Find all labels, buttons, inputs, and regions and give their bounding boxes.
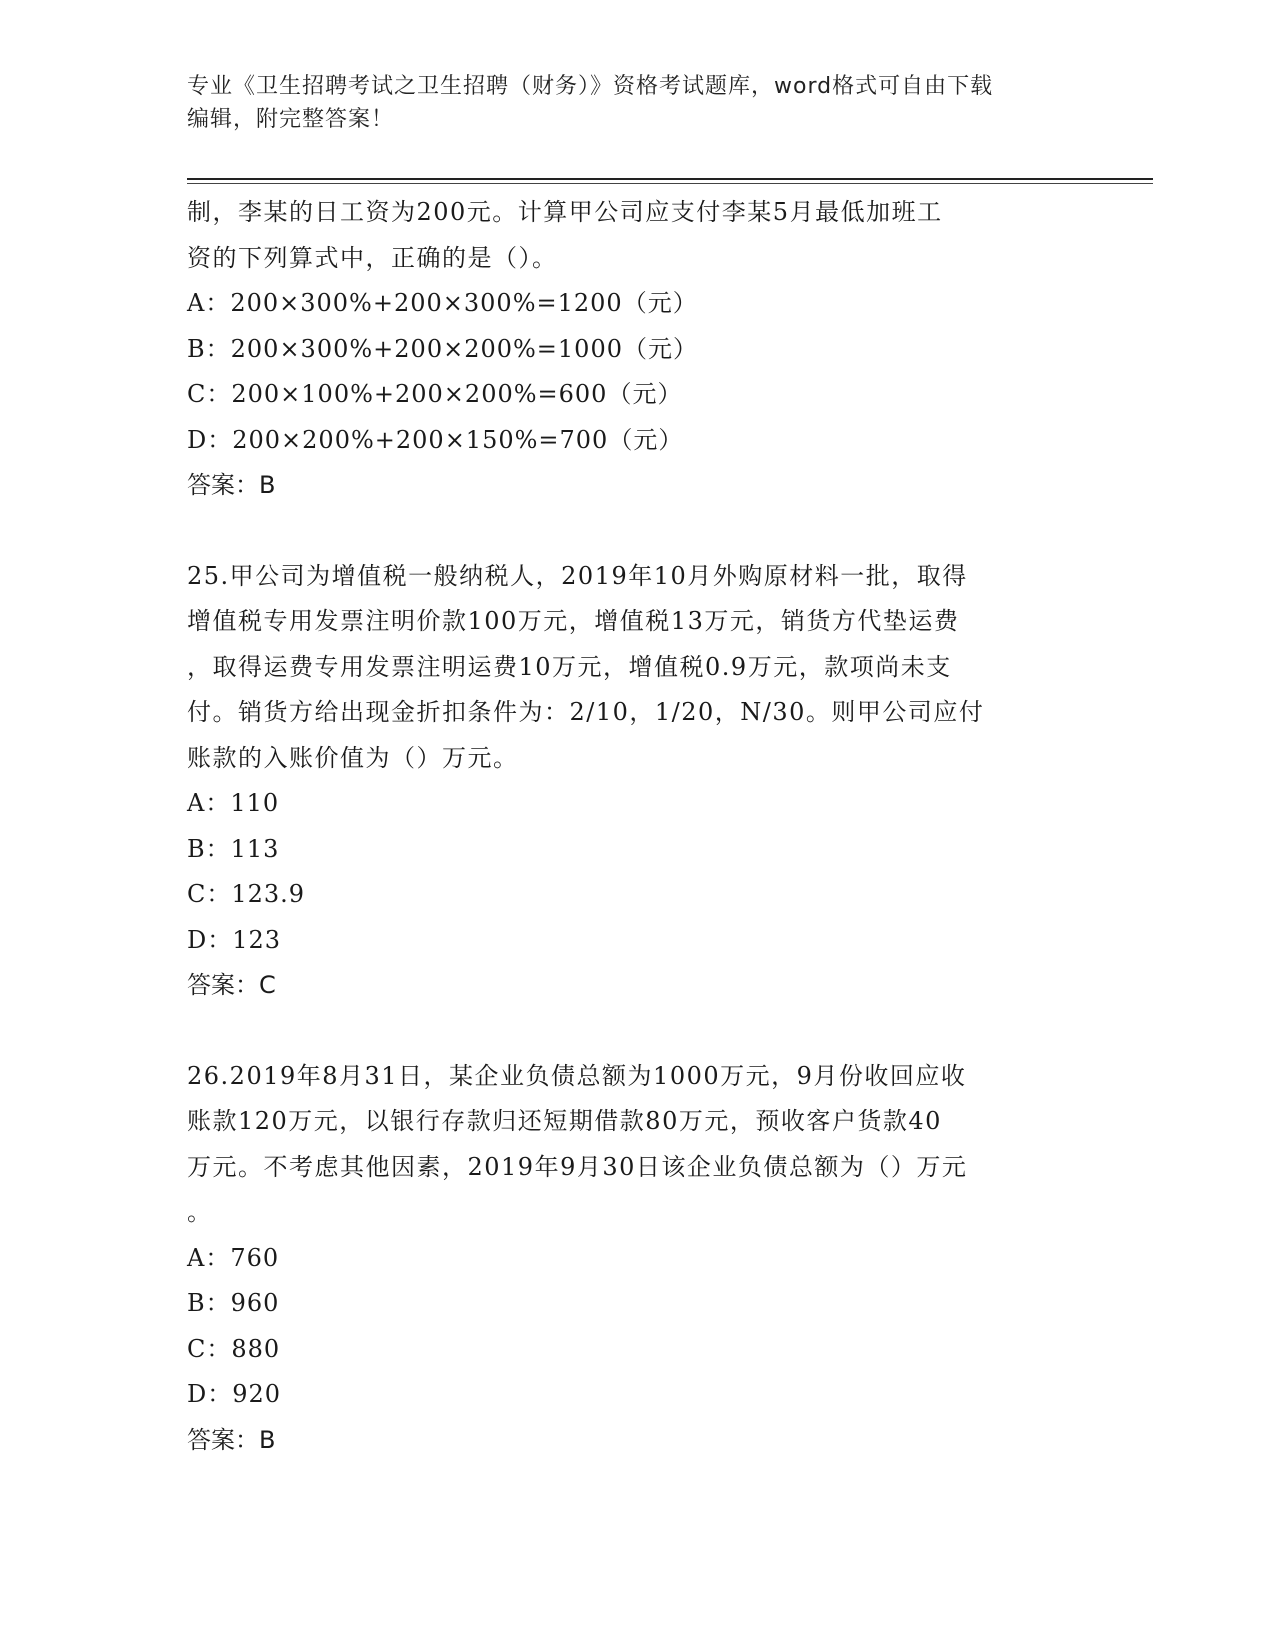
question-text-line: 万元。不考虑其他因素，2019年9月30日该企业负债总额为（）万元: [187, 1152, 968, 1181]
header-rule-thin: [187, 183, 1153, 184]
header-line-1: 专业《卫生招聘考试之卫生招聘（财务）》资格考试题库，word格式可自由下载: [187, 74, 994, 99]
question-24: [187, 190, 1087, 509]
question-text-line: 制，李某的日工资为200元。计算甲公司应支付李某5月最低加班工: [187, 198, 943, 226]
question-text-line: 增值税专用发票注明价款100万元，增值税13万元，销货方代垫运费: [187, 607, 960, 635]
question-text-line: 账款120万元，以银行存款归还短期借款80万元，预收客户货款40: [187, 1107, 942, 1135]
option-b: B：960: [187, 1289, 280, 1317]
answer: 答案：C: [187, 971, 276, 999]
question-text-line: 资的下列算式中，正确的是（）。: [187, 243, 558, 272]
question-26: [187, 1054, 1087, 1464]
option-a: A：760: [187, 1243, 280, 1272]
option-a: A：110: [187, 789, 280, 817]
header-line-2: 编辑，附完整答案！: [187, 107, 395, 132]
document-header: [187, 70, 1087, 136]
question-text-line: 账款的入账价值为（）万元。: [187, 743, 519, 772]
question-text-line: 付。销货方给出现金折扣条件为：2/10，1/20，N/30。则甲公司应付: [187, 698, 985, 726]
option-d: D：200×200%+200×150%=700（元）: [187, 425, 684, 454]
option-c: C：880: [187, 1334, 281, 1363]
answer: 答案：B: [187, 471, 276, 499]
header-rule-thick: [187, 178, 1153, 180]
question-text-line: 25.甲公司为增值税一般纳税人，2019年10月外购原材料一批，取得: [187, 561, 968, 590]
question-text-line: ，取得运费专用发票注明运费10万元，增值税0.9万元，款项尚未支: [187, 652, 952, 681]
option-b: B：200×300%+200×200%=1000（元）: [187, 334, 698, 363]
option-d: D：123: [187, 925, 282, 954]
option-c: C：200×100%+200×200%=600（元）: [187, 380, 683, 408]
question-text-line: 。: [187, 1198, 213, 1226]
document-body: [187, 190, 1087, 1463]
answer: 答案：B: [187, 1425, 276, 1454]
question-25: [187, 554, 1087, 1009]
question-text-line: 26.2019年8月31日，某企业负债总额为1000万元，9月份收回应收: [187, 1061, 967, 1090]
option-c: C：123.9: [187, 880, 306, 908]
option-b: B：113: [187, 834, 280, 863]
option-d: D：920: [187, 1380, 282, 1408]
option-a: A：200×300%+200×300%=1200（元）: [187, 289, 698, 317]
